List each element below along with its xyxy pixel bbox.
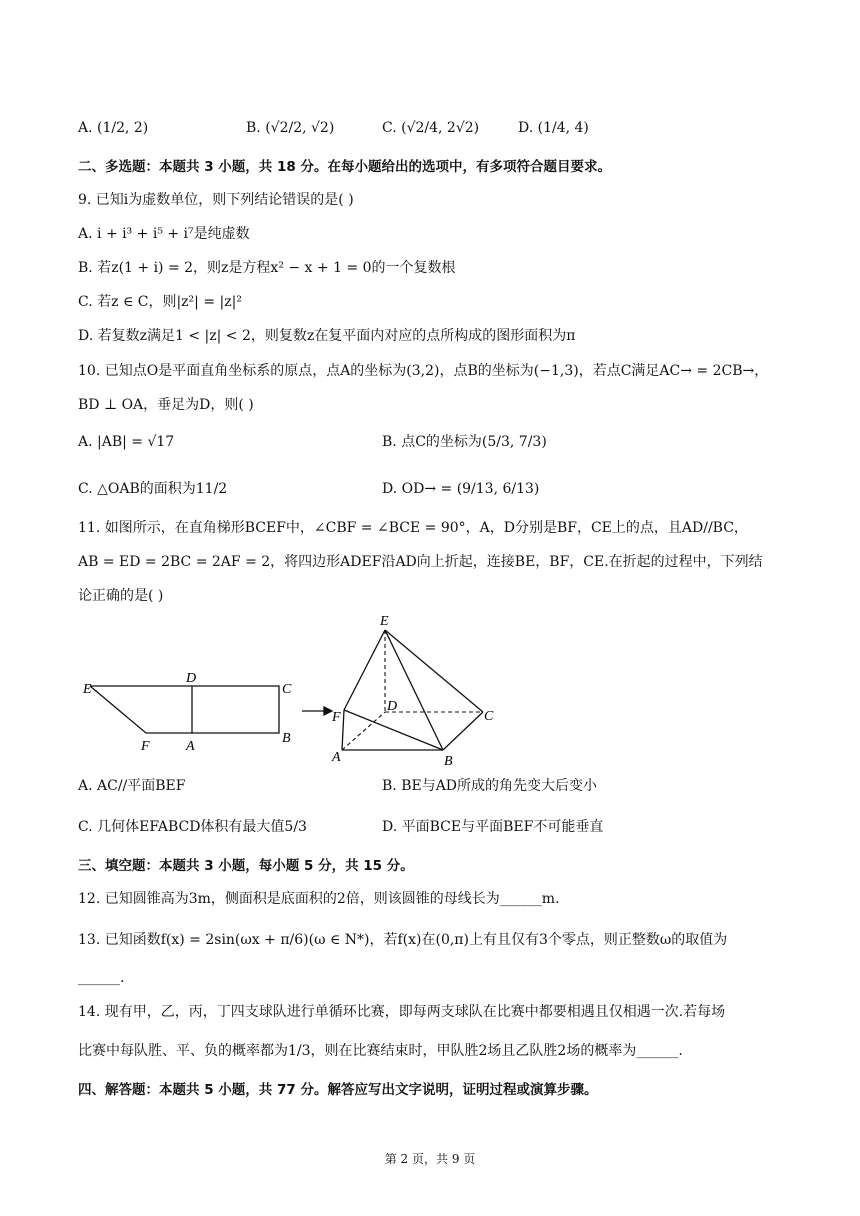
q8-option-a: A. (1/2, 2) <box>78 120 149 136</box>
q10-option-b: B. 点C的坐标为(5/3, 7/3) <box>382 434 547 450</box>
arrow-icon <box>302 707 332 715</box>
section4-header: 四、解答题：本题共 5 小题，共 77 分。解答应写出文字说明，证明过程或演算步骤。 <box>78 1082 598 1098</box>
folded-solid <box>342 630 483 750</box>
q11-stem-line1: 11. 如图所示，在直角梯形BCEF中，∠CBF = ∠BCE = 90°，A，D分别是BF，CE上的点，且AD//BC， <box>78 520 748 536</box>
flat-trapezoid <box>90 686 279 733</box>
section3-header: 三、填空题：本题共 3 小题，每小题 5 分，共 15 分。 <box>78 858 414 874</box>
q11-option-a: A. AC//平面BEF <box>78 778 186 794</box>
q11-figure <box>70 605 520 775</box>
label-b-solid: B <box>444 754 453 769</box>
label-f-flat: F <box>141 739 150 754</box>
q8-option-d: D. (1/4, 4) <box>518 120 589 136</box>
q11-stem-line3: 论正确的是( ) <box>78 588 164 604</box>
section2-header: 二、多选题：本题共 3 小题，共 18 分。在每小题给出的选项中，有多项符合题目要求。 <box>78 159 611 175</box>
q9-option-a: A. i + i³ + i⁵ + i⁷是纯虚数 <box>78 226 250 242</box>
q11-stem-line2: AB = ED = 2BC = 2AF = 2，将四边形ADEF沿AD向上折起，连接BE，BF，CE.在折起的过程中，下列结 <box>78 554 763 570</box>
label-a-flat: A <box>186 739 195 754</box>
label-e-flat: E <box>83 682 92 697</box>
label-e-solid: E <box>380 614 389 629</box>
q11-option-d: D. 平面BCE与平面BEF不可能垂直 <box>382 819 604 835</box>
label-d-solid: D <box>387 699 398 714</box>
q10-option-c: C. △OAB的面积为11/2 <box>78 481 228 497</box>
q13-line1: 13. 已知函数f(x) = 2sin(ωx + π/6)(ω ∈ N*)，若f(x)在(0,π)上有且仅有3个零点，则正整数ω的取值为 <box>78 932 728 948</box>
q10-stem-line2: BD ⊥ OA，垂足为D，则( ) <box>78 397 254 413</box>
page-footer: 第 2 页，共 9 页 <box>384 1152 476 1166</box>
q10-stem-line1: 10. 已知点O是平面直角坐标系的原点，点A的坐标为(3,2)，点B的坐标为(−1,3)，若点C满足AC→ = 2CB→， <box>78 363 769 379</box>
q14-line2: 比赛中每队胜、平、负的概率都为1/3，则在比赛结束时，甲队胜2场且乙队胜2场的概率为______. <box>78 1043 683 1059</box>
q13-line2: ______. <box>78 970 125 986</box>
q14-line1: 14. 现有甲，乙，丙，丁四支球队进行单循环比赛，即每两支球队在比赛中都要相遇且仅相遇一次.若每场 <box>78 1004 726 1020</box>
label-a-solid: A <box>332 750 341 765</box>
q8-option-b: B. (√2/2, √2) <box>246 120 335 136</box>
q11-option-c: C. 几何体EFABCD体积有最大值5/3 <box>78 819 307 835</box>
label-f-solid: F <box>332 710 341 725</box>
q8-option-c: C. (√2/4, 2√2) <box>382 120 480 136</box>
label-b-flat: B <box>282 731 291 746</box>
q10-option-d: D. OD→ = (9/13, 6/13) <box>382 481 540 497</box>
q9-stem: 9. 已知i为虚数单位，则下列结论错误的是( ) <box>78 192 354 208</box>
label-d-flat: D <box>186 671 197 686</box>
label-c-flat: C <box>282 682 292 697</box>
q9-option-d: D. 若复数z满足1 < |z| < 2，则复数z在复平面内对应的点所构成的图形面积为π <box>78 328 576 344</box>
q9-option-c: C. 若z ∈ C，则|z²| = |z|² <box>78 294 242 310</box>
q12-text: 12. 已知圆锥高为3m，侧面积是底面积的2倍，则该圆锥的母线长为______m. <box>78 891 560 907</box>
q10-option-a: A. |AB| = √17 <box>78 434 175 450</box>
q9-option-b: B. 若z(1 + i) = 2，则z是方程x² − x + 1 = 0的一个复数根 <box>78 260 456 276</box>
label-c-solid: C <box>484 709 494 724</box>
q11-option-b: B. BE与AD所成的角先变大后变小 <box>382 778 598 794</box>
